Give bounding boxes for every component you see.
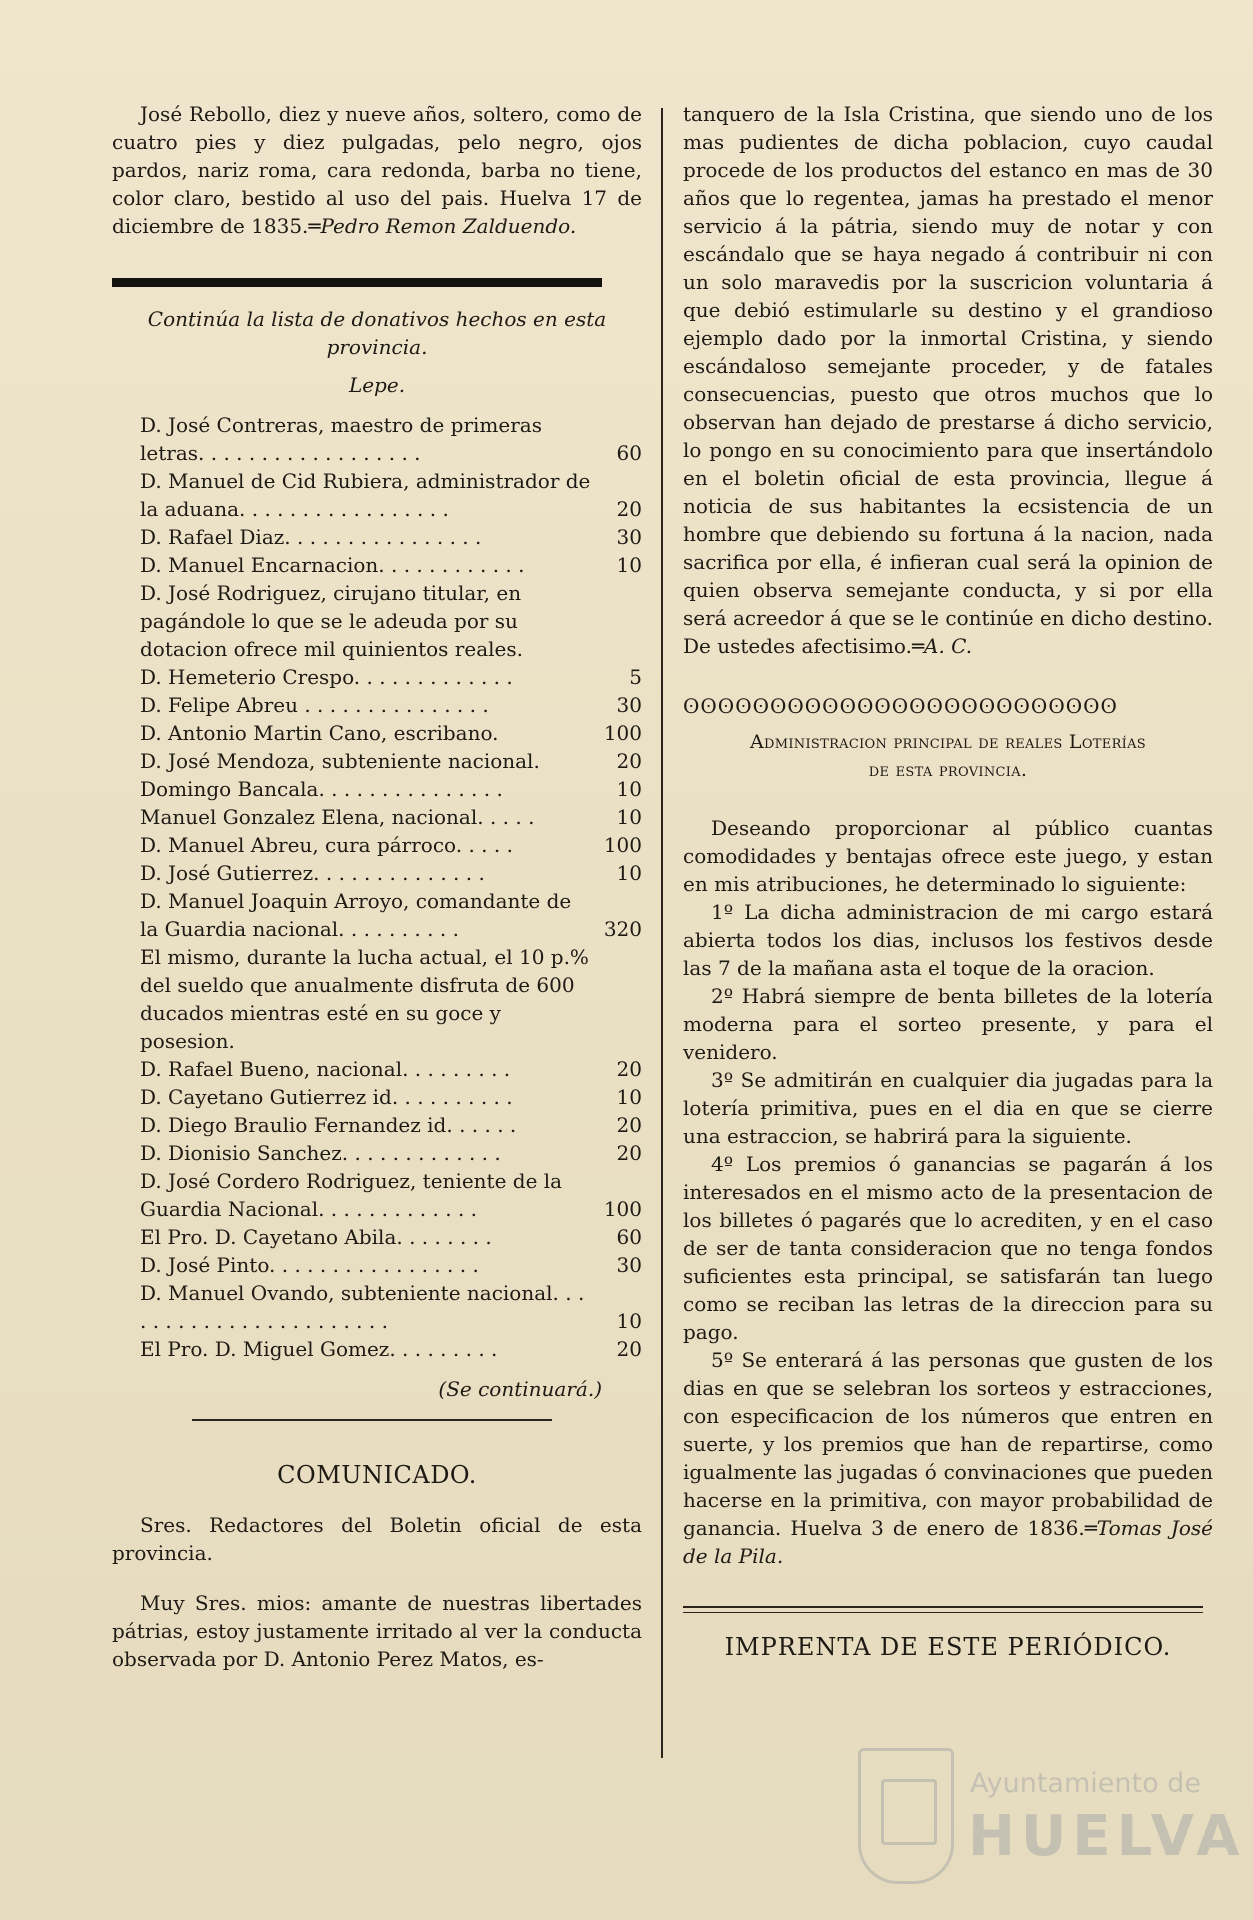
donor-name: El Pro. D. Miguel Gomez. . . . . . . . . (140, 1337, 498, 1361)
admin-item-text: 1º La dicha administracion de mi cargo estará abierta todos los dias, inclusos los festivos desde las 7 de la mañana asta el toque de la oracion. (683, 900, 1213, 980)
donor-name: D. Diego Braulio Fernandez id. . . . . . (140, 1113, 517, 1137)
donation-row (112, 1223, 642, 1251)
donation-row (112, 719, 642, 747)
donation-row (112, 1083, 642, 1111)
donor-name: D. José Rodriguez, cirujano titular, en pagándole lo que se le adeuda por su dotacion ofrece mil quinientos reales. (140, 581, 523, 661)
donation-row (112, 579, 642, 663)
comunicado-title: COMUNICADO. (277, 1461, 477, 1489)
donation-row (112, 1055, 642, 1083)
donation-row (112, 691, 642, 719)
donation-amount: 60 (616, 1225, 642, 1249)
donation-amount: 100 (603, 1197, 642, 1221)
letter-start: Muy Sres. mios: amante de nuestras libertades pátrias, estoy justamente irritado al ver la conducta observada por D. Antonio Perez Matos, es- (112, 1591, 642, 1671)
admin-item (683, 1346, 1213, 1570)
donation-amount: 60 (616, 441, 642, 465)
place-heading: Lepe. (348, 373, 406, 397)
intro-text: José Rebollo, diez y nueve años, soltero, como de cuatro pies y diez pulgadas, pelo negro, ojos pardos, nariz roma, cara redonda, barba no tiene, color claro, bestido al uso del pais. Huelva 17 de diciembre de 1835. (112, 102, 642, 238)
donation-amount: 20 (616, 1141, 642, 1165)
admin-intro: Deseando proporcionar al público cuantas comodidades y bentajas ofrece este juego, y estan en mis atribuciones, he determinado lo siguiente: (683, 816, 1213, 896)
donation-row (112, 831, 642, 859)
ornament-divider: ʘʘʘʘʘʘʘʘʘʘʘʘʘʘʘʘʘʘʘʘʘʘʘʘʘ (683, 694, 1118, 718)
donation-row (112, 887, 642, 943)
donation-row (112, 1167, 642, 1223)
donation-row (112, 1111, 642, 1139)
intro-signature: ═Pedro Remon Zalduendo. (308, 214, 577, 238)
donor-name: D. Manuel Encarnacion. . . . . . . . . . . . (140, 553, 525, 577)
donor-name: D. Manuel de Cid Rubiera, administrador de la aduana. . . . . . . . . . . . . . . . . (140, 469, 591, 521)
watermark-line2: HUELVA (968, 1804, 1246, 1869)
admin-item (683, 1066, 1213, 1150)
watermark (858, 1740, 1246, 1890)
donation-amount: 100 (603, 833, 642, 857)
continuation-note: (Se continuará.) (438, 1377, 602, 1401)
donor-name: El Pro. D. Cayetano Abila. . . . . . . . (140, 1225, 492, 1249)
donor-name: D. Manuel Abreu, cura párroco. . . . . (140, 833, 513, 857)
donation-amount: 10 (616, 777, 642, 801)
donor-name: D. Manuel Ovando, subteniente nacional. . . . . . . . . . . . . . . . . . . . . . . (140, 1281, 585, 1333)
donation-row (112, 523, 642, 551)
admin-item (683, 982, 1213, 1066)
letter-body: tanquero de la Isla Cristina, que siendo uno de los mas pudientes de dicha poblacion, cuyo caudal procede de los productos del estanco en mas de 30 años que lo regentea, jamas ha prestado el menor servicio á la pátria, siendo muy de notar y con escándalo que se haya negado á contribuir ni con un solo maravedis por la suscricion voluntaria á que debió estimularle su destino y el grandioso ejemplo dado por la inmortal Cristina, y siendo escándaloso semejante proceder, y de fatales consecuencias, puesto que otros muchos que lo observan han dejado de prestarse á dicho servicio, lo pongo en su conocimiento para que insertándolo en el boletin oficial de esta provincia, llegue á noticia de sus habitantes la ecsistencia de un hombre que debiendo su fortuna á la nacion, nada sacrifica por ella, é infieran cual será la opinion de quien observa semejante conducta, y si por ella será acreedor á que se le continúe en dicho destino. De ustedes afectisimo. (683, 102, 1213, 658)
coat-of-arms-icon (858, 1748, 954, 1884)
donation-row (112, 551, 642, 579)
watermark-line1: Ayuntamiento de (970, 1768, 1201, 1799)
intro-paragraph (112, 100, 642, 240)
letter-signature: ═A. C. (911, 634, 973, 658)
admin-title-line1: Administracion principal de reales Loterías (750, 731, 1146, 753)
column-divider (661, 108, 663, 1758)
donor-name: D. Dionisio Sanchez. . . . . . . . . . . . . (140, 1141, 501, 1165)
donor-name: D. Cayetano Gutierrez id. . . . . . . . . . (140, 1085, 513, 1109)
donor-name: Manuel Gonzalez Elena, nacional. . . . . (140, 805, 535, 829)
donor-name: D. José Cordero Rodriguez, teniente de la Guardia Nacional. . . . . . . . . . . . . (140, 1169, 563, 1221)
donation-row (112, 411, 642, 467)
right-column (683, 100, 1213, 1661)
donor-name: D. José Mendoza, subteniente nacional. (140, 749, 540, 773)
imprenta-rule-secondary (683, 1612, 1203, 1613)
salutation: Sres. Redactores del Boletin oficial de esta provincia. (112, 1513, 642, 1565)
donation-row (112, 747, 642, 775)
donations-heading: Continúa la lista de donativos hechos en esta provincia. (147, 307, 607, 359)
admin-item-list (683, 898, 1213, 1570)
donation-amount: 20 (616, 1337, 642, 1361)
donation-amount: 100 (603, 721, 642, 745)
donation-amount: 30 (616, 1253, 642, 1277)
donation-amount: 20 (616, 497, 642, 521)
donor-name: D. José Contreras, maestro de primeras letras. . . . . . . . . . . . . . . . . . (140, 413, 542, 465)
admin-item (683, 1150, 1213, 1346)
donor-name: D. Rafael Diaz. . . . . . . . . . . . . . . . (140, 525, 482, 549)
admin-item-text: 5º Se enterará á las personas que gusten de los dias en que se selebran los sorteos y estracciones, con especificacion de los números que entren en suerte, y los premios que han de repartirse, como igualmente las jugadas ó convinaciones que pueden hacerse en la primitiva, con mayor probabilidad de ganancia. Huelva 3 de enero de 1836. (683, 1348, 1213, 1540)
donation-row (112, 775, 642, 803)
admin-item (683, 898, 1213, 982)
donation-amount: 10 (616, 553, 642, 577)
donation-row (112, 943, 642, 1055)
donation-amount: 20 (616, 1057, 642, 1081)
donor-name: Domingo Bancala. . . . . . . . . . . . . . . (140, 777, 503, 801)
admin-signature: ═Tomas José de la Pila. (683, 1516, 1213, 1568)
donation-amount: 320 (603, 917, 642, 941)
donor-name: D. José Gutierrez. . . . . . . . . . . . . . (140, 861, 485, 885)
donation-amount: 30 (616, 693, 642, 717)
donation-row (112, 803, 642, 831)
donor-name: El mismo, durante la lucha actual, el 10 p.% del sueldo que anualmente disfruta de 600 ducados mientras esté en su goce y posesion. (140, 945, 589, 1053)
donor-name: D. Felipe Abreu . . . . . . . . . . . . . . . (140, 693, 489, 717)
donation-list (112, 411, 642, 1363)
donor-name: D. Rafael Bueno, nacional. . . . . . . . . (140, 1057, 511, 1081)
donation-row (112, 1251, 642, 1279)
donation-row (112, 663, 642, 691)
donation-amount: 30 (616, 525, 642, 549)
admin-item-text: 4º Los premios ó ganancias se pagarán á los interesados en el mismo acto de la presentacion de los billetes ó pagarés que lo acrediten, y en el caso de ser de tanta consideracion que no tenga fondos suficientes esta principal, se satisfarán tan luego como se reciban las letras de la direccion para su pago. (683, 1152, 1213, 1344)
donor-name: D. Manuel Joaquin Arroyo, comandante de la Guardia nacional. . . . . . . . . . (140, 889, 572, 941)
donation-row (112, 1139, 642, 1167)
left-column (112, 100, 642, 1673)
donation-amount: 10 (616, 861, 642, 885)
thin-rule (192, 1419, 552, 1421)
donation-row (112, 1335, 642, 1363)
donation-row (112, 859, 642, 887)
imprenta-rule (683, 1606, 1203, 1608)
admin-title-line2: de esta provincia. (868, 759, 1028, 781)
imprenta-line: IMPRENTA DE ESTE PERIÓDICO. (724, 1633, 1172, 1661)
thick-rule (112, 278, 602, 287)
donor-name: D. José Pinto. . . . . . . . . . . . . . . . . (140, 1253, 479, 1277)
donation-amount: 10 (616, 1309, 642, 1333)
donation-amount: 10 (616, 805, 642, 829)
letter-continuation (683, 100, 1213, 660)
donation-amount: 5 (629, 665, 642, 689)
donor-name: D. Antonio Martin Cano, escribano. (140, 721, 499, 745)
donation-amount: 10 (616, 1085, 642, 1109)
donor-name: D. Hemeterio Crespo. . . . . . . . . . . . . (140, 665, 513, 689)
donation-row (112, 467, 642, 523)
admin-item-text: 2º Habrá siempre de benta billetes de la lotería moderna para el sorteo presente, y para el venidero. (683, 984, 1213, 1064)
donation-row (112, 1279, 642, 1335)
admin-item-text: 3º Se admitirán en cualquier dia jugadas para la lotería primitiva, pues en el dia en que se cierre una estraccion, se habrirá para la siguiente. (683, 1068, 1213, 1148)
donation-amount: 20 (616, 1113, 642, 1137)
donation-amount: 20 (616, 749, 642, 773)
